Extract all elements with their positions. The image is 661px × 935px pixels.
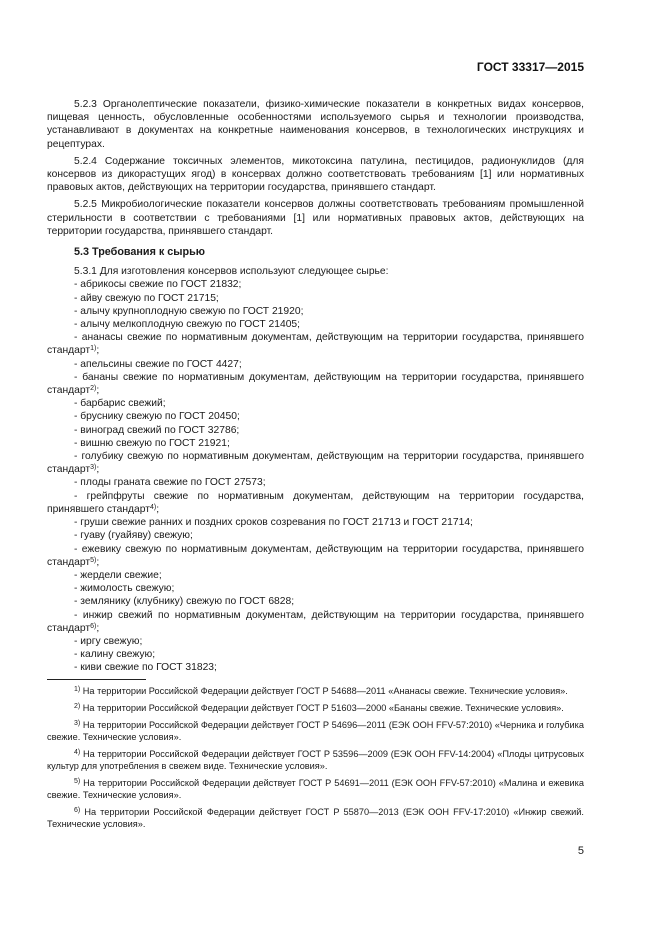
footnote: $^{5)}$ На территории Российской Федерации действует ГОСТ Р 54691—2011 (ЕЭК ООН FFV-57:2010) «Малина и ежевика свежие. Технические условия». — [47, 778, 584, 800]
list-item: - алычу крупноплодную свежую по ГОСТ 21920; — [74, 305, 304, 317]
list-item: - груши свежие ранних и поздних сроков созревания по ГОСТ 21713 и ГОСТ 21714; — [74, 517, 473, 529]
paragraph-5-2-3: 5.2.3 Органолептические показатели, физико-химические показатели в конкретных видах консервов, пищевая ценность, обусловленные особенностями используемого сырья и технологии производства, устанавливают в документах на конкретные наименования консервов, в технологических инструкциях и рецептурах. — [47, 99, 584, 150]
footnote-ref[interactable]: 3) — [90, 464, 97, 472]
paragraph-5-2-4: 5.2.4 Содержание токсичных элементов, микотоксина патулина, пестицидов, радионуклидов (для консервов из дикорастущих ягод) в консервах должно соответствовать требованиям [1] или нормативных правовых актов, действующих на территории государства, принявшего стандарт. — [47, 155, 584, 194]
list-item: - виноград свежий по ГОСТ 32786; — [74, 424, 240, 436]
list-item: - бруснику свежую по ГОСТ 20450; — [74, 411, 240, 423]
footnote-mark: 2) — [74, 703, 81, 710]
list-item: - айву свежую по ГОСТ 21715; — [74, 292, 219, 304]
list-item: - ежевику свежую по нормативным документам, действующим на территории государства, принявшего стандарт$^{5)}$; — [47, 543, 584, 568]
footnote-ref[interactable]: 4) — [150, 503, 157, 511]
main-content — [47, 98, 584, 675]
document-id: ГОСТ 33317—2015 — [476, 60, 584, 74]
footnote-ref[interactable]: 1) — [90, 345, 97, 353]
list-item: - ананасы свежие по нормативным документам, действующим на территории государства, принявшего стандарт$^{1)}$; — [47, 332, 584, 357]
list-intro: 5.3.1 Для изготовления консервов используют следующее сырье: — [74, 266, 389, 278]
footnote-ref[interactable]: 2) — [90, 385, 97, 393]
footnote-ref[interactable]: 5) — [90, 556, 97, 564]
list-item: - бананы свежие по нормативным документам, действующим на территории государства, принявшего стандарт$^{2)}$; — [47, 371, 584, 397]
footnote-mark: 3) — [74, 720, 81, 727]
list-item: - киви свежие по ГОСТ 31823; — [74, 662, 217, 674]
footnotes — [47, 685, 584, 835]
list-item: - голубику свежую по нормативным документам, действующим на территории государства, принявшего стандарт$^{3)}$; — [47, 451, 584, 476]
list-item: - алычу мелкоплодную свежую по ГОСТ 21405; — [74, 319, 301, 331]
paragraph-5-2-5: 5.2.5 Микробиологические показатели консервов должны соответствовать требованиям промышленной стерильности в соответствии с требованиями [1] или нормативных правовых актов, действующих на территории государства, принявшего стандарт. — [47, 199, 584, 237]
footnote-mark: 4) — [74, 749, 81, 756]
list-item: - плоды граната свежие по ГОСТ 27573; — [74, 477, 266, 489]
page-number: 5 — [577, 845, 584, 857]
list-item: - жимолость свежую; — [74, 583, 175, 595]
footnote: $^{6)}$ На территории Российской Федерации действует ГОСТ Р 55870—2013 (ЕЭК ООН FFV-17:2010) «Инжир свежий. Технические условия». — [47, 807, 584, 829]
list-item: - барбарис свежий; — [74, 398, 166, 410]
list-item: - иргу свежую; — [74, 635, 143, 647]
footnote-mark: 5) — [74, 778, 81, 785]
section-title: 5.3 Требования к сырью — [74, 246, 205, 259]
footnote: $^{3)}$ На территории Российской Федерации действует ГОСТ Р 54696—2011 (ЕЭК ООН FFV-57:2010) «Черника и голубика свежие. Технические условия». — [47, 720, 584, 742]
footnote-mark: 6) — [74, 807, 81, 814]
list-item: - жердели свежие; — [74, 569, 162, 581]
list-item: - инжир свежий по нормативным документам, действующим на территории государства, принявшего стандарт$^{6)}$; — [47, 609, 584, 634]
footnote: $^{2)}$ На территории Российской Федерации действует ГОСТ Р 51603—2000 «Бананы свежие. Технические условия». — [74, 703, 564, 713]
list-item: - апельсины свежие по ГОСТ 4427; — [74, 358, 242, 370]
list-item: - вишню свежую по ГОСТ 21921; — [74, 437, 230, 449]
list-item: - землянику (клубнику) свежую по ГОСТ 6828; — [74, 596, 295, 608]
footnote-ref[interactable]: 6) — [90, 622, 97, 630]
footnote: $^{1)}$ На территории Российской Федерации действует ГОСТ Р 54688—2011 «Ананасы свежие. Технические условия». — [74, 686, 568, 696]
list-item: - калину свежую; — [74, 649, 156, 661]
list-item: - грейпфруты свежие по нормативным документам, действующим на территории государства, принявшего стандарт$^{4)}$; — [47, 490, 584, 515]
footnote-divider — [47, 679, 146, 680]
list-item: - гуаву (гуайяву) свежую; — [74, 530, 193, 542]
footnote: $^{4)}$ На территории Российской Федерации действует ГОСТ Р 53596—2009 (ЕЭК ООН FFV-14:2004) «Плоды цитрусовых культур для употребления в свежем виде. Технические условия». — [47, 749, 584, 771]
list-item: - абрикосы свежие по ГОСТ 21832; — [74, 279, 242, 291]
footnote-mark: 1) — [74, 686, 81, 693]
